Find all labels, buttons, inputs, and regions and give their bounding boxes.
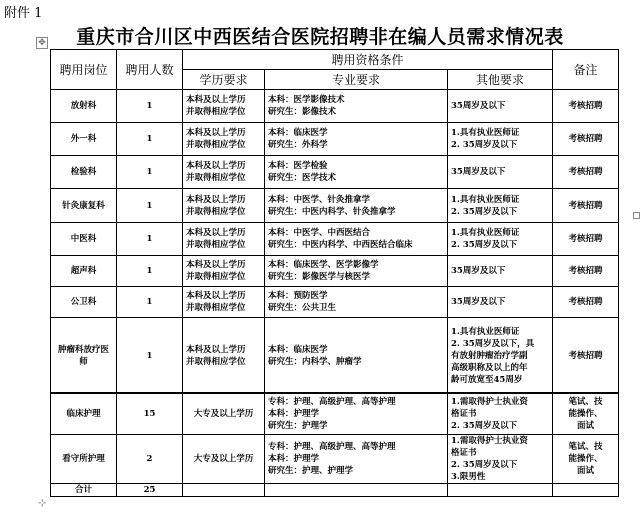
other-line: 龄可放宽至45周岁 bbox=[451, 374, 523, 385]
remark-cell bbox=[553, 435, 619, 484]
major-line: 研究生：医学技术 bbox=[268, 173, 337, 183]
row-move-icon: ⊹ bbox=[38, 498, 47, 509]
education-line: 并取得相应学位 bbox=[186, 303, 246, 313]
table-row bbox=[51, 189, 619, 223]
remark-cell: 考核招聘 bbox=[553, 123, 619, 156]
count-cell: 1 bbox=[117, 189, 183, 223]
other-line: 格证书 bbox=[451, 448, 477, 458]
education-line: 本科及以上学历 bbox=[186, 161, 246, 171]
other-line: 35周岁及以下 bbox=[451, 101, 506, 111]
education-cell: 大专及以上学历 bbox=[183, 393, 265, 435]
total-count: 25 bbox=[117, 484, 183, 497]
other-cell bbox=[448, 287, 553, 318]
post-cell: 公卫科 bbox=[51, 287, 117, 318]
other-line: 35周岁及以下 bbox=[451, 266, 506, 276]
page-title: 重庆市合川区中西医结合医院招聘非在编人员需求情况表 bbox=[76, 26, 564, 48]
education-line: 并取得相应学位 bbox=[186, 140, 246, 150]
other-line: 有放射肿瘤治疗学副 bbox=[451, 350, 528, 361]
education-cell bbox=[183, 156, 265, 189]
count-cell: 1 bbox=[117, 123, 183, 156]
table-row bbox=[51, 318, 619, 394]
header-other: 其他要求 bbox=[448, 70, 553, 90]
major-cell bbox=[265, 287, 448, 318]
post-cell: 检验科 bbox=[51, 156, 117, 189]
education-line: 并取得相应学位 bbox=[186, 173, 246, 183]
education-cell bbox=[183, 90, 265, 123]
remark-cell: 考核招聘 bbox=[553, 287, 619, 318]
major-cell bbox=[265, 223, 448, 256]
post-cell: 超声科 bbox=[51, 256, 117, 287]
major-cell bbox=[265, 318, 448, 394]
post-cell: 看守所护理 bbox=[51, 435, 117, 484]
major-line: 研究生：外科学 bbox=[268, 140, 328, 150]
header-remark: 备注 bbox=[553, 50, 619, 90]
remark-line: 面试 bbox=[576, 420, 594, 431]
count-cell: 1 bbox=[117, 256, 183, 287]
other-line: 1.需取得护士执业资 bbox=[451, 396, 528, 407]
major-line: 本科：临床医学 bbox=[268, 344, 328, 355]
post-cell: 针灸康复科 bbox=[51, 189, 117, 223]
education-cell: 大专及以上学历 bbox=[183, 435, 265, 484]
major-cell bbox=[265, 393, 448, 435]
post-cell: 临床护理 bbox=[51, 393, 117, 435]
other-line: 2. 35周岁及以下 bbox=[451, 240, 518, 250]
education-line: 本科及以上学历 bbox=[186, 95, 246, 105]
major-cell bbox=[265, 435, 448, 484]
count-cell: 1 bbox=[117, 90, 183, 123]
major-line: 本科：预防医学 bbox=[268, 291, 328, 301]
table-row bbox=[51, 435, 619, 484]
total-row bbox=[51, 484, 619, 497]
other-line: 1.具有执业医师证 bbox=[451, 326, 520, 337]
table-row bbox=[51, 90, 619, 123]
major-line: 研究生：中医内科学、针灸推拿学 bbox=[268, 206, 396, 217]
other-line: 35周岁及以下 bbox=[451, 297, 506, 307]
other-cell bbox=[448, 393, 553, 435]
major-line: 本科：中医学、针灸推拿学 bbox=[268, 194, 371, 205]
education-line: 本科及以上学历 bbox=[186, 260, 246, 270]
major-line: 本科：医学影像技术 bbox=[268, 95, 345, 105]
count-cell: 15 bbox=[117, 393, 183, 435]
other-cell bbox=[448, 223, 553, 256]
other-line: 1.需取得护士执业资 bbox=[451, 436, 528, 446]
major-line: 研究生：护理学 bbox=[268, 420, 328, 431]
table-row bbox=[51, 123, 619, 156]
other-line: 1.具有执业医师证 bbox=[451, 128, 520, 138]
other-line: 1.具有执业医师证 bbox=[451, 194, 520, 205]
other-line: 2. 35周岁及以下 bbox=[451, 206, 518, 217]
count-cell: 1 bbox=[117, 156, 183, 189]
major-line: 研究生：影像医学与核医学 bbox=[268, 272, 371, 282]
major-line: 本科：临床医学、医学影像学 bbox=[268, 260, 379, 270]
post-cell: 肿瘤科放疗医师 bbox=[51, 318, 117, 394]
education-line: 本科及以上学历 bbox=[186, 344, 246, 355]
major-line: 本科：中医学、中西医结合 bbox=[268, 228, 371, 238]
other-line: 3.限男性 bbox=[451, 472, 486, 482]
major-line: 本科：临床医学 bbox=[268, 128, 328, 138]
table-row bbox=[51, 223, 619, 256]
remark-cell: 考核招聘 bbox=[553, 189, 619, 223]
header-conditions: 聘用资格条件 bbox=[183, 50, 553, 70]
post-cell: 外一科 bbox=[51, 123, 117, 156]
education-cell bbox=[183, 256, 265, 287]
table-move-handle-icon[interactable]: ✥ bbox=[36, 37, 48, 49]
education-cell bbox=[183, 123, 265, 156]
other-line: 2. 35周岁及以下 bbox=[451, 460, 518, 470]
major-line: 专科：护理、高级护理、高等护理 bbox=[268, 396, 396, 407]
major-cell bbox=[265, 156, 448, 189]
education-line: 本科及以上学历 bbox=[186, 128, 246, 138]
major-line: 研究生：公共卫生 bbox=[268, 303, 337, 313]
count-cell: 1 bbox=[117, 318, 183, 394]
education-cell bbox=[183, 287, 265, 318]
other-line: 1.具有执业医师证 bbox=[451, 228, 520, 238]
education-cell bbox=[183, 318, 265, 394]
attachment-label: 附件 1 bbox=[4, 6, 43, 21]
major-line: 专科：护理、高级护理、高等护理 bbox=[268, 442, 396, 452]
remark-cell: 考核招聘 bbox=[553, 90, 619, 123]
remark-line: 笔试、技 bbox=[568, 442, 603, 452]
education-cell bbox=[183, 223, 265, 256]
major-line: 研究生：护理、护理学 bbox=[268, 466, 354, 476]
education-line: 并取得相应学位 bbox=[186, 107, 246, 117]
table-row bbox=[51, 287, 619, 318]
major-line: 研究生：中医内科学、中西医结合临床 bbox=[268, 240, 413, 250]
major-line: 本科：护理学 bbox=[268, 454, 320, 464]
other-line: 35周岁及以下 bbox=[451, 167, 506, 177]
other-cell bbox=[448, 189, 553, 223]
education-line: 并取得相应学位 bbox=[186, 206, 246, 217]
table-resize-handle[interactable] bbox=[633, 212, 640, 219]
other-cell bbox=[448, 256, 553, 287]
recruitment-table bbox=[50, 49, 619, 394]
remark-cell: 考核招聘 bbox=[553, 256, 619, 287]
major-cell bbox=[265, 123, 448, 156]
major-line: 本科：医学检验 bbox=[268, 161, 328, 171]
other-line: 2. 35周岁及以下 bbox=[451, 420, 518, 431]
other-line: 2. 35周岁及以下，具 bbox=[451, 338, 535, 349]
total-label: 合计 bbox=[51, 484, 117, 497]
major-cell bbox=[265, 256, 448, 287]
other-line: 格证书 bbox=[451, 408, 477, 419]
other-line: 2. 35周岁及以下 bbox=[451, 140, 518, 150]
count-cell: 2 bbox=[117, 435, 183, 484]
table-row bbox=[51, 156, 619, 189]
post-cell: 放射科 bbox=[51, 90, 117, 123]
post-cell: 中医科 bbox=[51, 223, 117, 256]
major-line: 研究生：内科学、肿瘤学 bbox=[268, 356, 362, 367]
other-cell bbox=[448, 123, 553, 156]
education-cell bbox=[183, 189, 265, 223]
major-line: 本科：护理学 bbox=[268, 408, 320, 419]
header-education: 学历要求 bbox=[183, 70, 265, 90]
count-cell: 1 bbox=[117, 287, 183, 318]
major-line: 研究生：影像技术 bbox=[268, 107, 337, 117]
remark-cell: 考核招聘 bbox=[553, 318, 619, 394]
remark-cell bbox=[553, 393, 619, 435]
other-cell bbox=[448, 318, 553, 394]
education-line: 本科及以上学历 bbox=[186, 194, 246, 205]
education-line: 本科及以上学历 bbox=[186, 291, 246, 301]
education-line: 并取得相应学位 bbox=[186, 240, 246, 250]
remark-cell: 考核招聘 bbox=[553, 156, 619, 189]
other-line: 高级职称及以上的年 bbox=[451, 362, 528, 373]
education-line: 并取得相应学位 bbox=[186, 356, 246, 367]
header-count: 聘用人数 bbox=[117, 50, 183, 90]
header-major: 专业要求 bbox=[265, 70, 448, 90]
major-cell bbox=[265, 189, 448, 223]
header-post: 聘用岗位 bbox=[51, 50, 117, 90]
major-cell bbox=[265, 90, 448, 123]
remark-line: 笔试、技 bbox=[568, 396, 603, 407]
table-row bbox=[51, 256, 619, 287]
remark-line: 能操作、 bbox=[568, 408, 603, 419]
other-cell bbox=[448, 156, 553, 189]
nursing-table bbox=[50, 392, 619, 497]
other-cell bbox=[448, 90, 553, 123]
table-row bbox=[51, 393, 619, 435]
education-line: 本科及以上学历 bbox=[186, 228, 246, 238]
other-cell bbox=[448, 435, 553, 484]
remark-line: 能操作、 bbox=[568, 454, 603, 464]
remark-line: 面试 bbox=[576, 466, 594, 476]
remark-cell: 考核招聘 bbox=[553, 223, 619, 256]
count-cell: 1 bbox=[117, 223, 183, 256]
education-line: 并取得相应学位 bbox=[186, 272, 246, 282]
